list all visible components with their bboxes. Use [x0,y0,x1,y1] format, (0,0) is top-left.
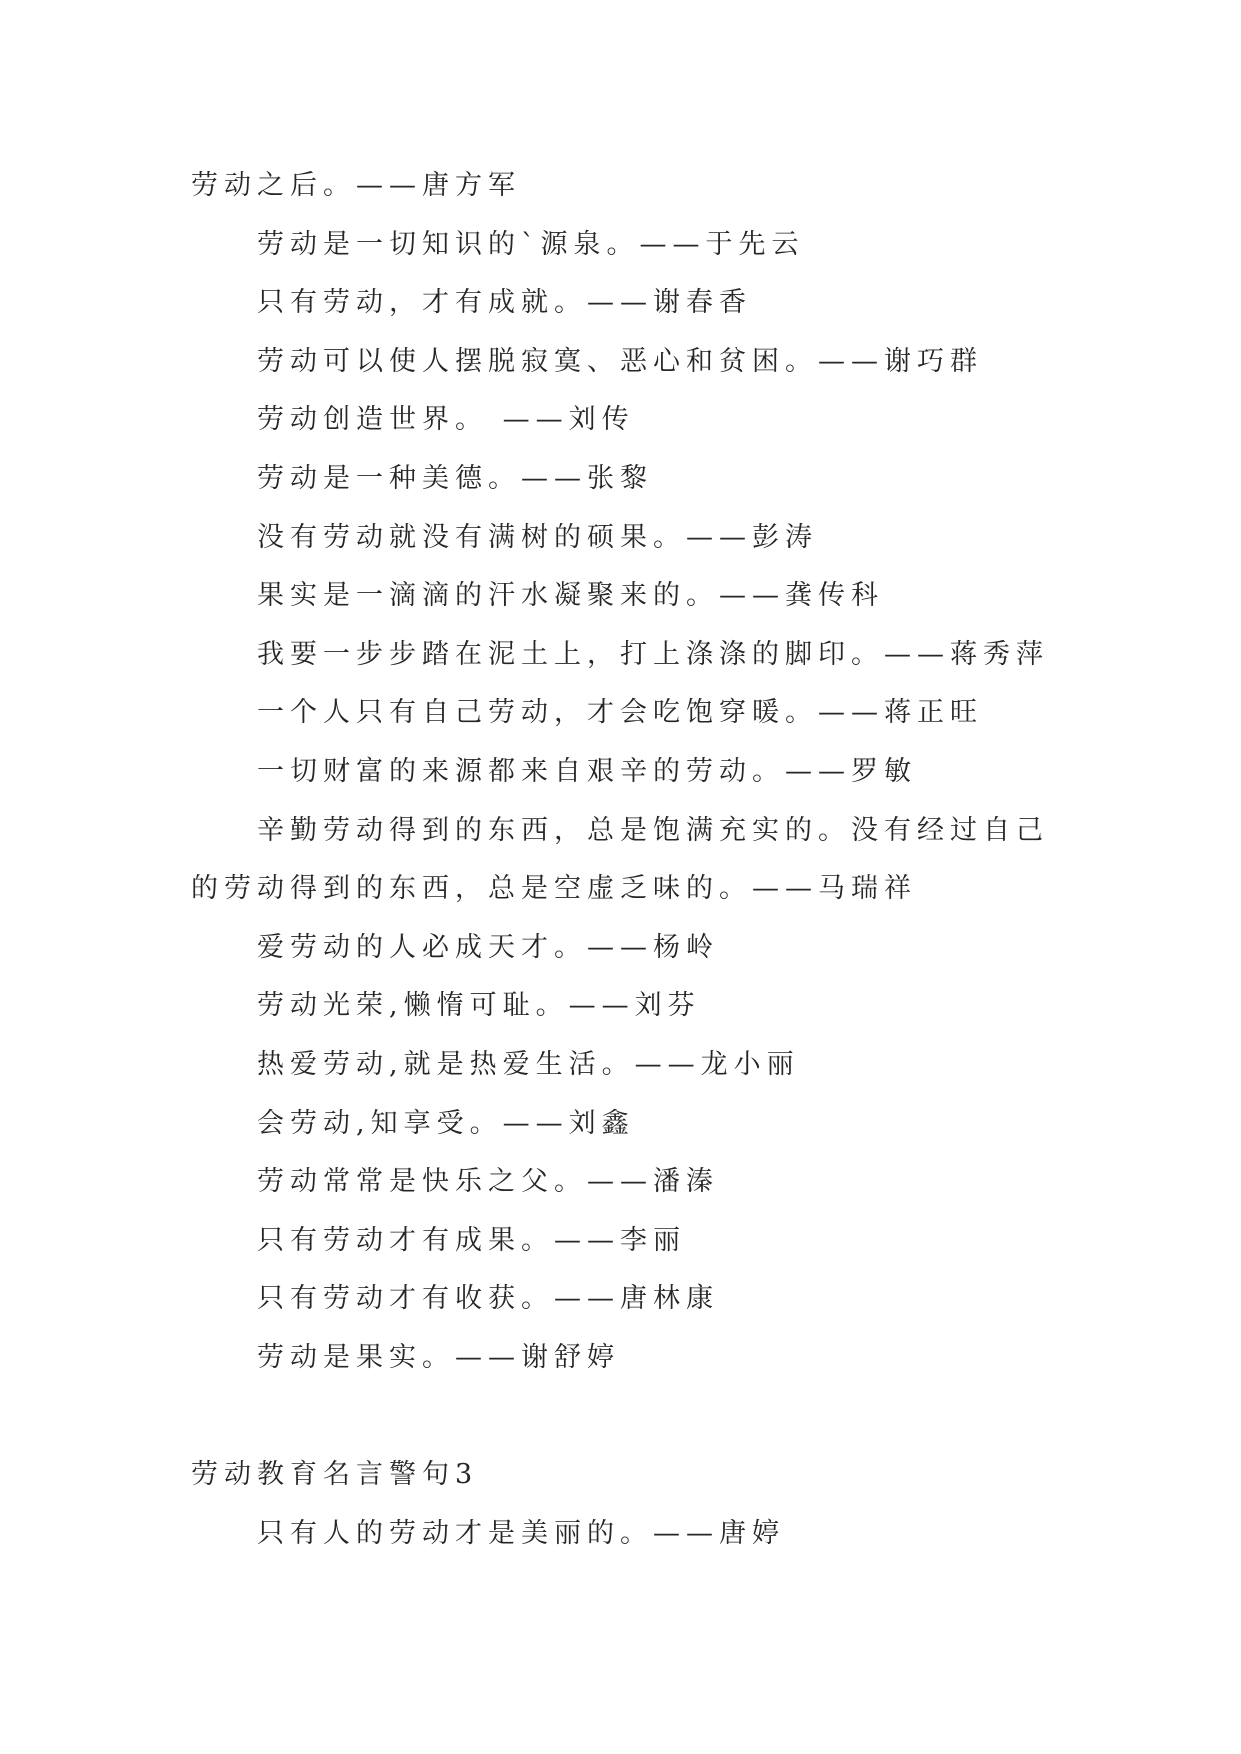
quote-line: 一切财富的来源都来自艰辛的劳动。——罗敏 [257,755,917,787]
quote-line: 劳动常常是快乐之父。——潘溱 [257,1166,719,1198]
quote-line: 一个人只有自己劳动，才会吃饱穿暖。——蒋正旺 [257,697,983,729]
quote-line: 只有劳动才有收获。——唐林康 [257,1283,719,1315]
document-body [191,157,1058,1563]
quote-line: 果实是一滴滴的汗水凝聚来的。——龚传科 [257,580,884,612]
quote-paragraph: 辛勤劳动得到的东西，总是饱满充实的。没有经过自己的劳动得到的东西，总是空虚乏味的。——马瑞祥 [191,814,1049,905]
quote-line: 劳动是一切知识的`源泉。——于先云 [257,228,805,260]
section-heading: 劳动教育名言警句3 [191,1459,479,1491]
quote-line: 劳动是一种美德。——张黎 [257,462,653,494]
quote-line: 会劳动,知享受。——刘鑫 [257,1107,635,1139]
continuation-line: 劳动之后。——唐方军 [191,170,521,201]
quote-line: 只有人的劳动才是美丽的。——唐婷 [257,1517,785,1549]
quote-line: 劳动可以使人摆脱寂寞、恶心和贫困。——谢巧群 [257,345,983,377]
quote-line: 只有劳动才有成果。——李丽 [257,1224,686,1256]
quote-line: 热爱劳动,就是热爱生活。——龙小丽 [257,1048,800,1080]
quote-line: 只有劳动，才有成就。——谢春香 [257,287,752,319]
quote-line: 我要一步步踏在泥土上，打上涤涤的脚印。——蒋秀萍 [257,638,1049,670]
quote-line: 劳动是果实。——谢舒婷 [257,1341,620,1373]
quote-line: 劳动光荣,懒惰可耻。——刘芬 [257,990,701,1022]
quote-line: 劳动创造世界。 ——刘传 [257,404,635,436]
quote-line: 没有劳动就没有满树的硕果。——彭涛 [257,521,818,553]
quote-line: 爱劳动的人必成天才。——杨岭 [257,931,719,963]
